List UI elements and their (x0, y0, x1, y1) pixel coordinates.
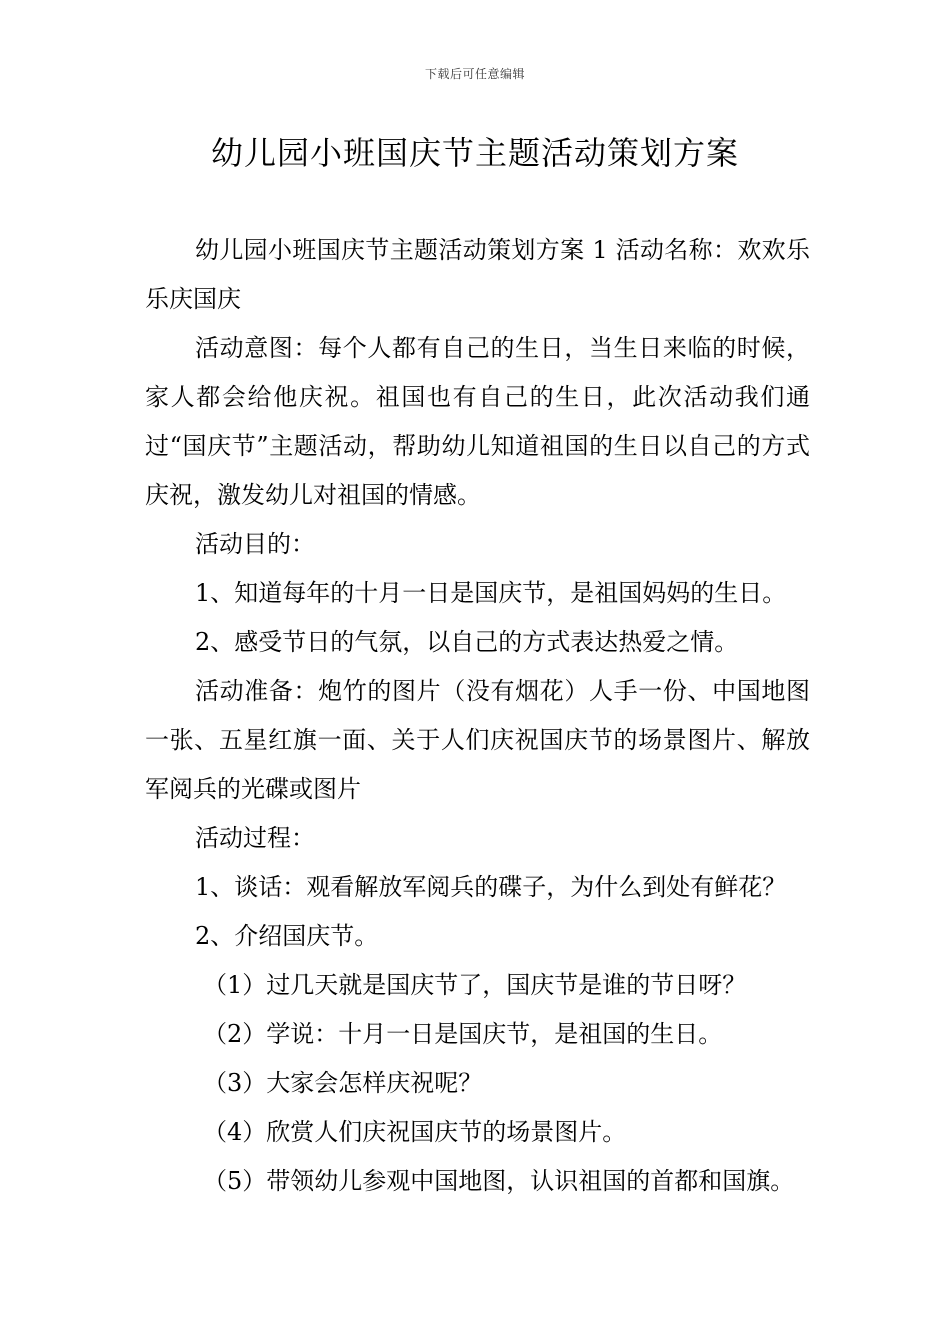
header-note: 下载后可任意编辑 (424, 67, 525, 81)
paragraph-activity-intent: 活动意图：每个人都有自己的生日，当生日来临的时候，家人都会给他庆祝。祖国也有自己的生日，此次活动我们通过“国庆节”主题活动，帮助幼儿知道祖国的生日以自己的方式庆祝，激发幼儿对祖国的情感。 (145, 334, 810, 509)
document-title: 幼儿园小班国庆节主题活动策划方案 (210, 134, 739, 172)
paragraph-activity-goal-heading: 活动目的： (195, 530, 315, 558)
paragraph-activity-preparation: 活动准备：炮竹的图片（没有烟花）人手一份、中国地图一张、五星红旗一面、关于人们庆祝国庆节的场景图片、解放军阅兵的光碟或图片 (145, 677, 810, 803)
paragraph-subitem-2: （2）学说：十月一日是国庆节，是祖国的生日。 (203, 1020, 723, 1048)
paragraph-subitem-4: （4）欣赏人们庆祝国庆节的场景图片。 (203, 1118, 627, 1146)
paragraph-subitem-5: （5）带领幼儿参观中国地图，认识祖国的首都和国旗。 (203, 1167, 795, 1195)
paragraph-activity-name: 幼儿园小班国庆节主题活动策划方案 1 活动名称：欢欢乐乐庆国庆 (145, 236, 810, 313)
paragraph-subitem-1: （1）过几天就是国庆节了，国庆节是谁的节日呀？ (203, 971, 747, 999)
document-body (145, 226, 810, 1206)
paragraph-process-2: 2、介绍国庆节。 (195, 922, 379, 950)
paragraph-subitem-3: （3）大家会怎样庆祝呢？ (203, 1069, 483, 1097)
paragraph-process-1: 1、谈话：观看解放军阅兵的碟子，为什么到处有鲜花？ (195, 873, 787, 901)
paragraph-goal-2: 2、感受节日的气氛，以自己的方式表达热爱之情。 (195, 628, 739, 656)
paragraph-goal-1: 1、知道每年的十月一日是国庆节，是祖国妈妈的生日。 (195, 579, 787, 607)
paragraph-activity-process-heading: 活动过程： (195, 824, 315, 852)
